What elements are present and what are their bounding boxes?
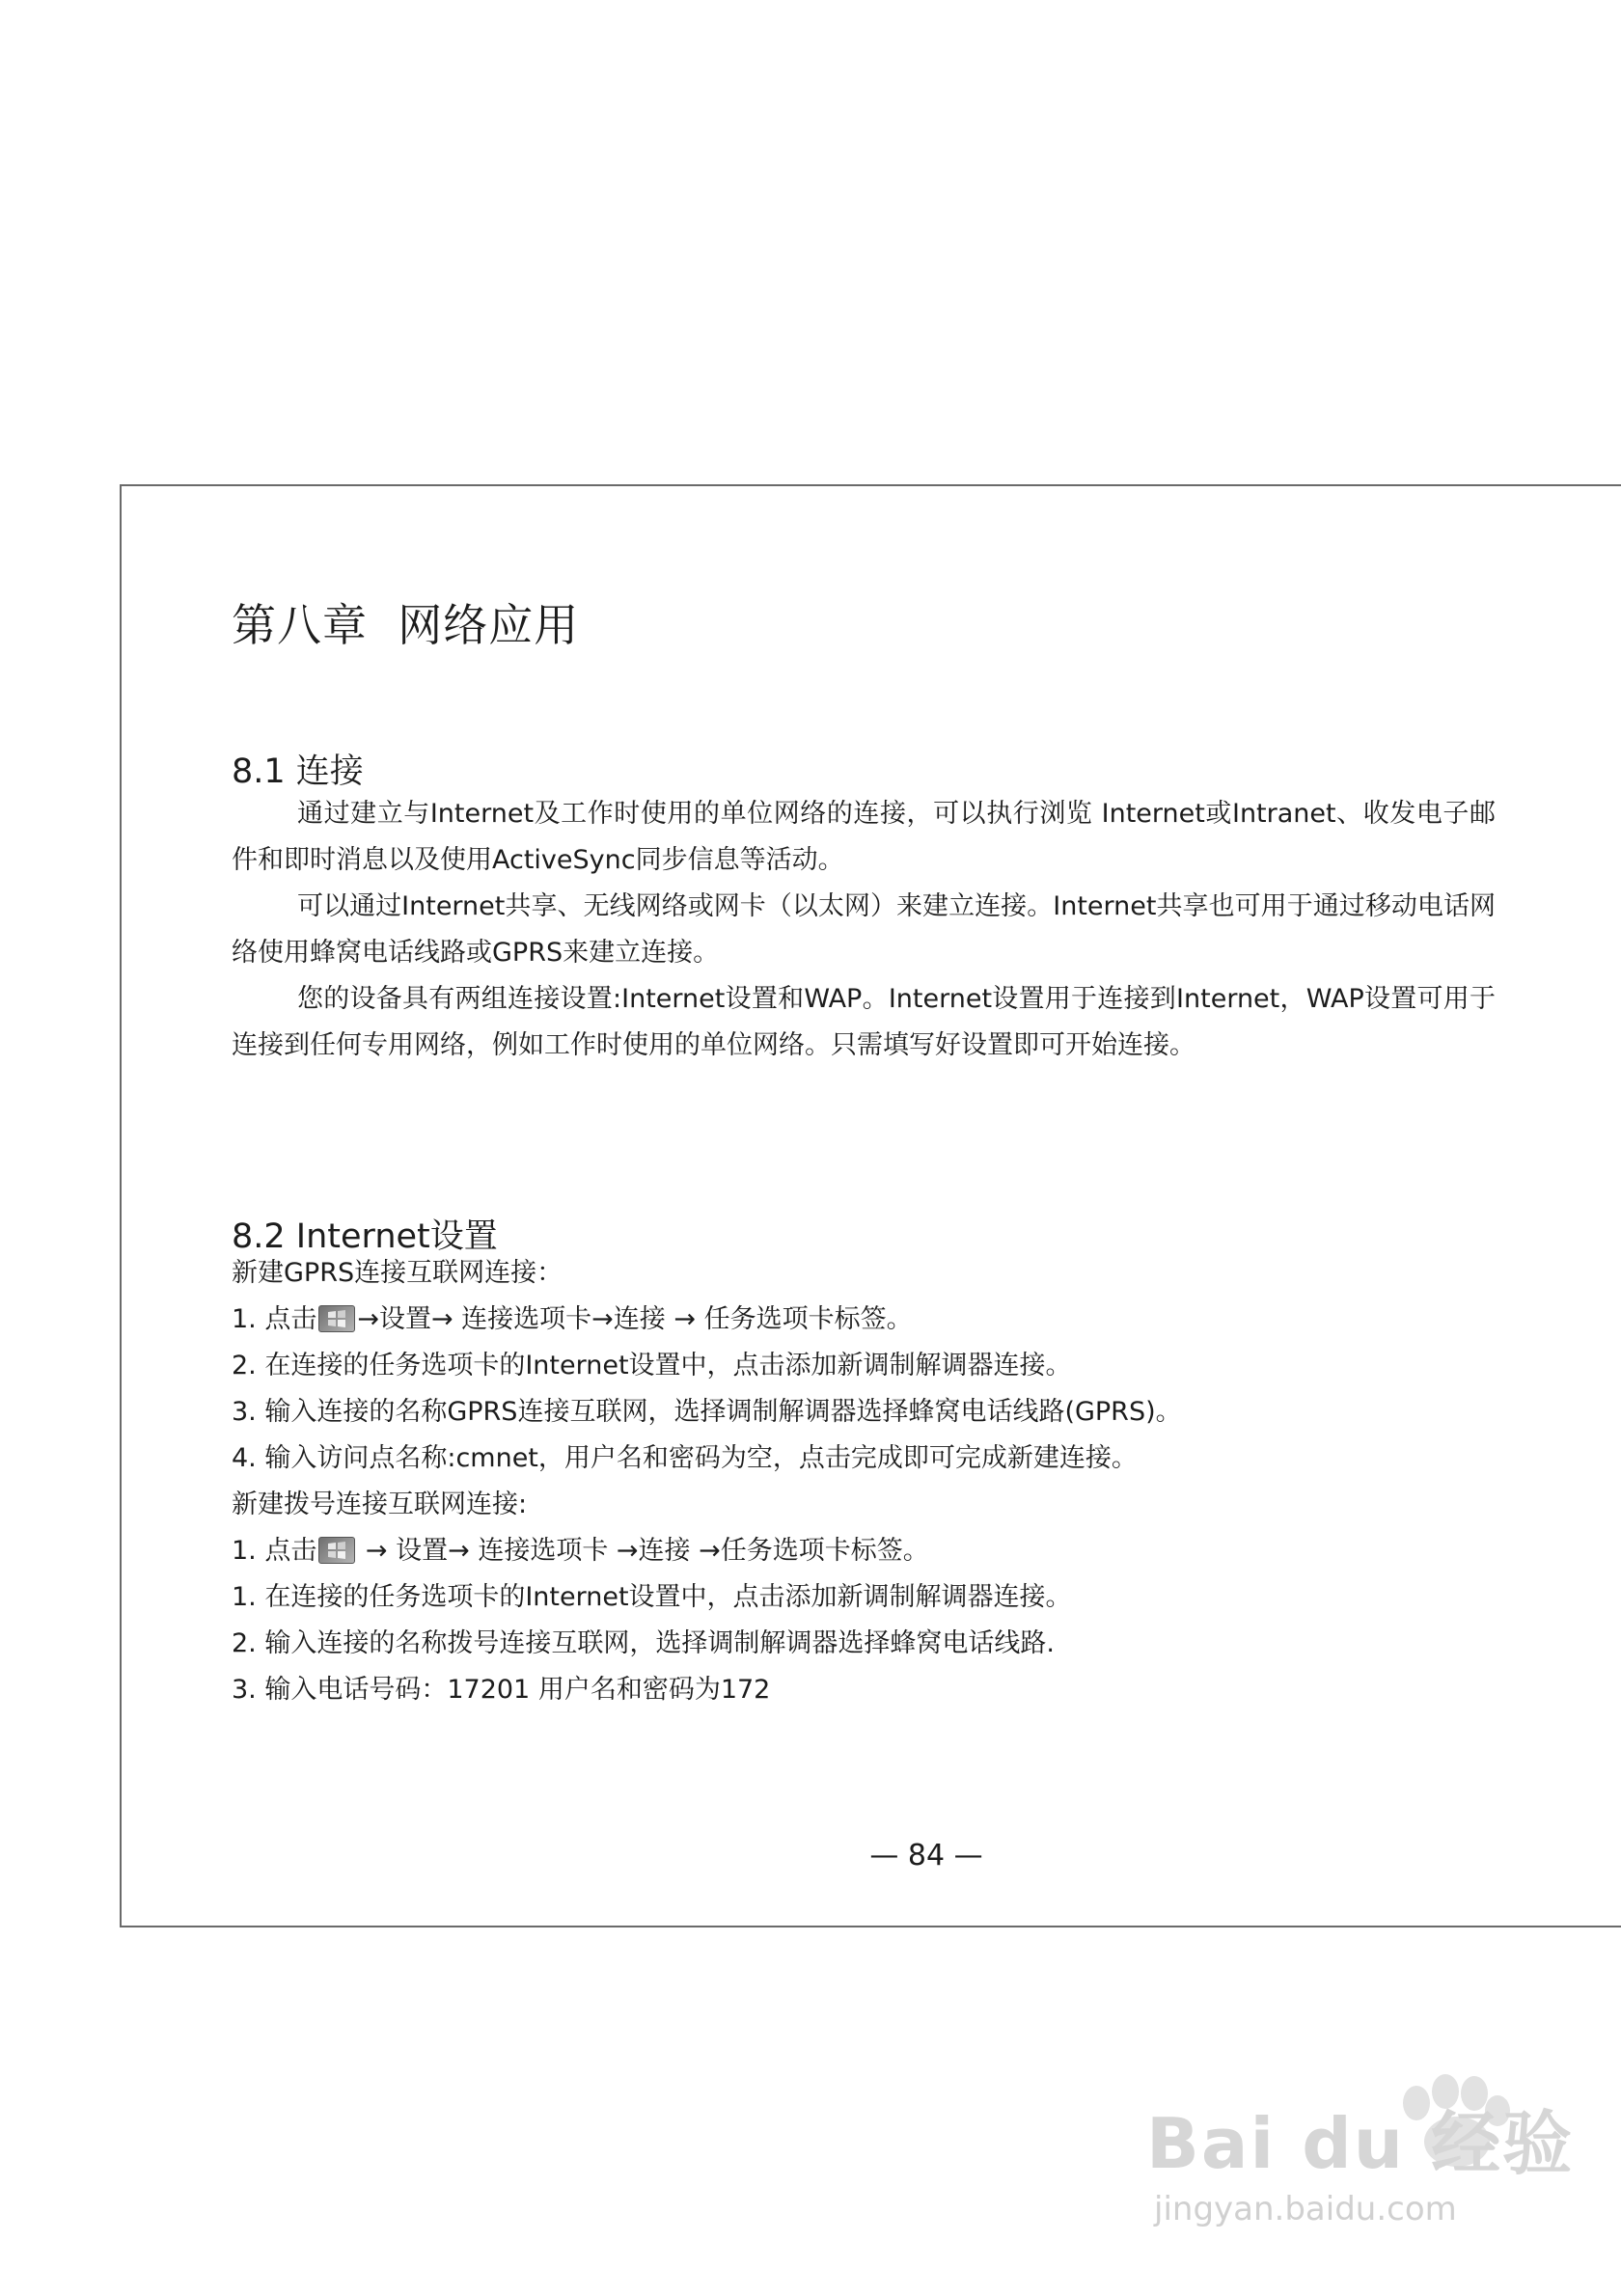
watermark-brand: Bai du 经验 [1146,2103,1575,2184]
gprs-step-4: 4. 输入访问点名称:cmnet，用户名和密码为空，点击完成即可完成新建连接。 [232,1443,1138,1473]
dial-step-4: 3. 输入电话号码：17201 用户名和密码为172 [232,1675,771,1705]
gprs-step-2: 2. 在连接的任务选项卡的Internet设置中，点击添加新调制解调器连接。 [232,1351,1072,1380]
step-suffix: →设置→ 连接选项卡→连接 → 任务选项卡标签。 [357,1304,913,1334]
windows-start-icon [318,1305,355,1332]
gprs-step-1 [232,1297,1496,1343]
dial-step-1 [232,1528,1496,1574]
step-suffix: → 设置→ 连接选项卡 →连接 →任务选项卡标签。 [357,1536,929,1566]
chapter-title: 第八章 网络应用 [232,599,580,651]
dial-step-3: 2. 输入连接的名称拨号连接互联网，选择调制解调器选择蜂窝电话线路. [232,1628,1055,1658]
dial-step-2: 1. 在连接的任务选项卡的Internet设置中，点击添加新调制解调器连接。 [232,1582,1072,1612]
section-8-1-body [232,791,1496,1069]
gprs-heading: 新建GPRS连接互联网连接： [232,1258,563,1288]
watermark-url: jingyan.baidu.com [1154,2190,1457,2228]
paragraph: 通过建立与Internet及工作时使用的单位网络的连接，可以执行浏览 Internet或Intranet、收发电子邮件和即时消息以及使用ActiveSync同步信息等活动。 [232,799,1496,875]
windows-start-icon [318,1537,355,1564]
step-prefix: 1. 点击 [232,1536,317,1566]
step-prefix: 1. 点击 [232,1304,317,1334]
section-8-2-title: 8.2 Internet设置 [232,1217,498,1256]
section-8-1-title: 8.1 连接 [232,752,364,791]
gprs-step-3: 3. 输入连接的名称GPRS连接互联网，选择调制解调器选择蜂窝电话线路(GPRS)。 [232,1397,1182,1427]
paragraph: 可以通过Internet共享、无线网络或网卡（以太网）来建立连接。Internet共享也可用于通过移动电话网络使用蜂窝电话线路或GPRS来建立连接。 [232,891,1496,968]
dial-heading: 新建拨号连接互联网连接: [232,1490,528,1519]
section-8-2-body [232,1250,1496,1713]
page-number: — 84 — [869,1839,983,1872]
paragraph: 您的设备具有两组连接设置:Internet设置和WAP。Internet设置用于连接到Internet，WAP设置可用于连接到任何专用网络，例如工作时使用的单位网络。只需填写好设置即可开始连接。 [232,984,1496,1060]
